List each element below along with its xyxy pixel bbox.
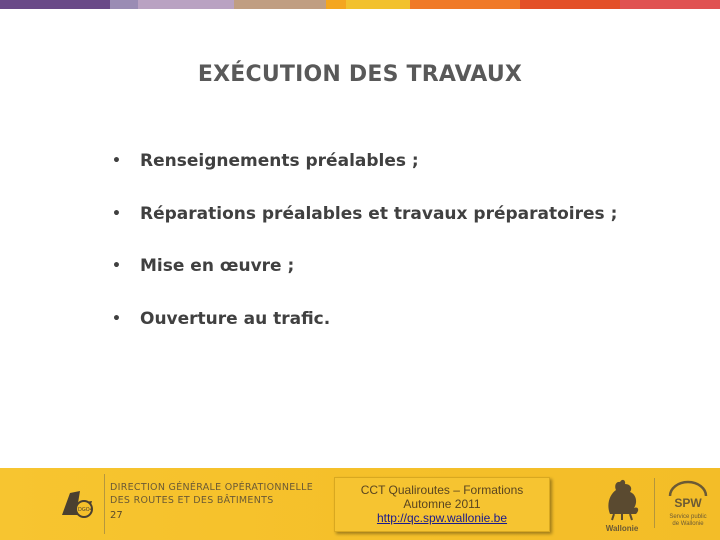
department-line: DES ROUTES ET DES BÂTIMENTS: [110, 495, 274, 506]
color-segment: [620, 0, 720, 9]
bullet-text: Ouverture au trafic.: [140, 308, 331, 329]
page-number: 27: [110, 510, 123, 521]
top-color-bar: [0, 0, 720, 9]
color-segment: [520, 0, 620, 9]
bullet-text: Renseignements préalables ;: [140, 151, 419, 171]
bullet-dot-icon: •: [112, 310, 121, 327]
wallonie-logo: [600, 476, 644, 536]
footer-band: [0, 468, 720, 540]
bullet-list: [112, 148, 617, 358]
color-segment: [138, 0, 234, 9]
bullet-item: [112, 201, 617, 254]
color-segment: [110, 0, 138, 9]
color-segment: [410, 0, 520, 9]
course-info-box: [334, 477, 550, 532]
color-segment: [0, 0, 110, 9]
dgo4-logo-icon: [58, 485, 98, 521]
course-season: Automne 2011: [403, 497, 481, 511]
spw-subtitle-line: Service public: [669, 514, 707, 520]
course-link[interactable]: http://qc.spw.wallonie.be: [376, 511, 508, 525]
department-line: DIRECTION GÉNÉRALE OPÉRATIONNELLE: [110, 482, 314, 493]
footer-divider: [654, 478, 655, 528]
footer-divider: [104, 474, 105, 534]
color-segment: [234, 0, 326, 9]
spw-logo: [664, 478, 712, 538]
color-segment: [346, 0, 410, 9]
bullet-text: Réparations préalables et travaux préparatoires ;: [140, 203, 618, 224]
spw-subtitle: [664, 514, 712, 528]
slide-title: EXÉCUTION DES TRAVAUX: [197, 62, 523, 87]
bullet-text: Mise en œuvre ;: [140, 256, 295, 276]
bullet-dot-icon: •: [112, 258, 121, 274]
rooster-icon: [600, 476, 644, 522]
spw-arc-icon: [664, 478, 712, 498]
spw-subtitle-line: de Wallonie: [672, 521, 704, 527]
department-name: [110, 481, 313, 507]
course-title: CCT Qualiroutes – Formations: [360, 483, 524, 497]
bullet-dot-icon: •: [112, 205, 121, 222]
bullet-item: [112, 306, 617, 359]
bullet-dot-icon: •: [112, 153, 121, 169]
bullet-item: [112, 148, 617, 201]
wallonie-label: Wallonie: [605, 524, 639, 533]
bullet-item: [112, 253, 617, 306]
color-segment: [326, 0, 346, 9]
dgo4-logo-text: DGO4: [78, 507, 93, 513]
spw-title: SPW: [674, 496, 702, 510]
